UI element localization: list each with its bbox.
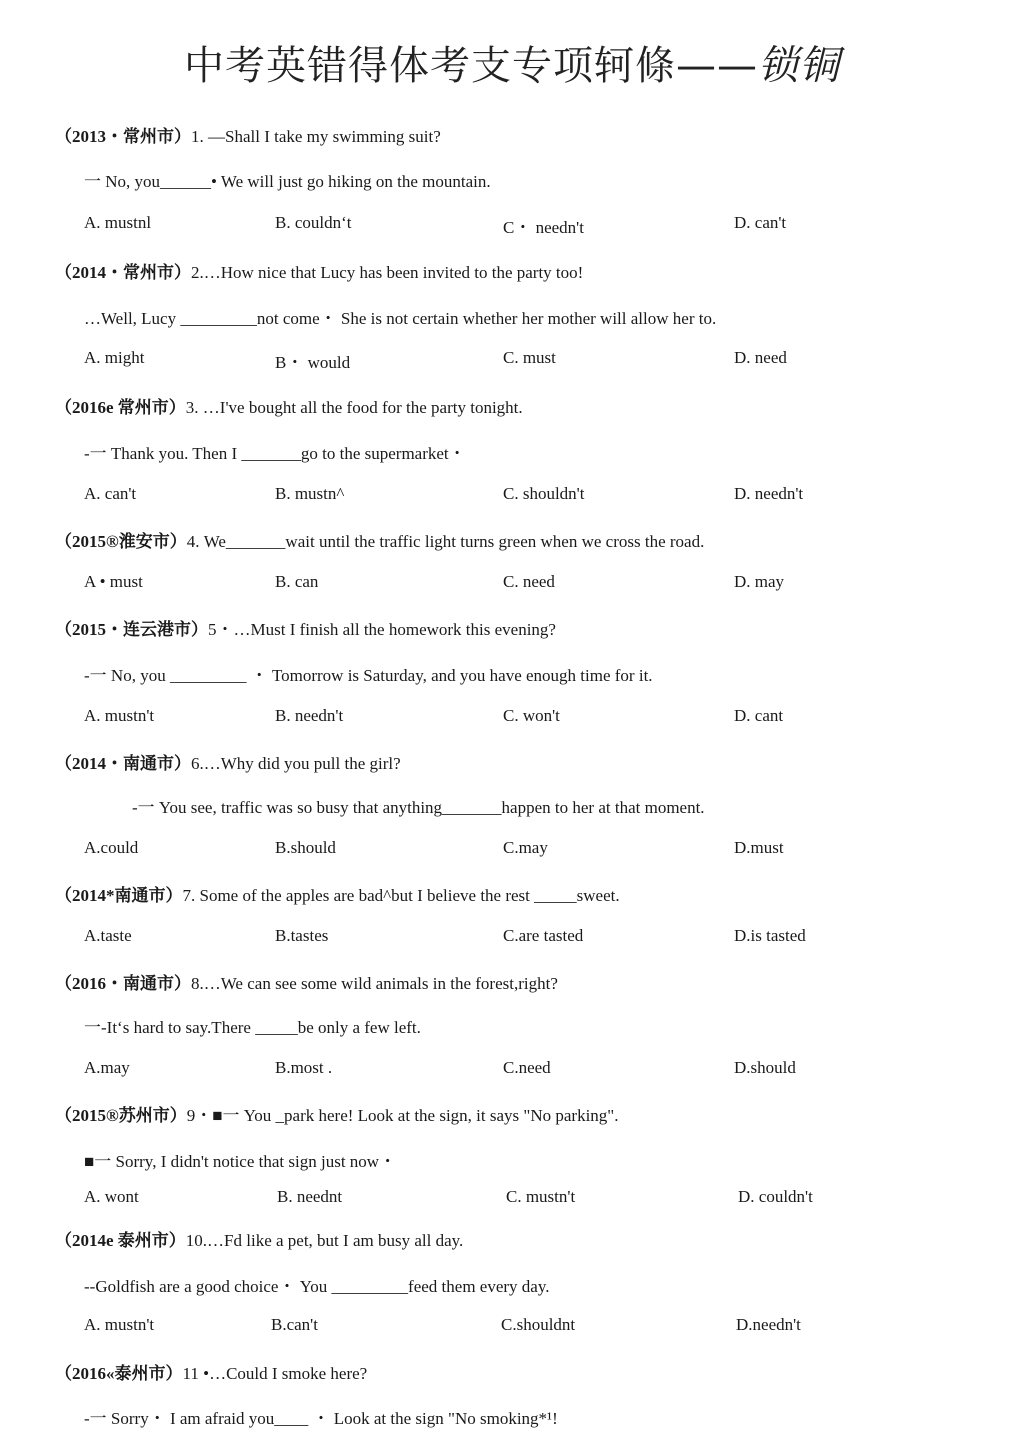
question-9-option-c: C. mustn't [506, 1187, 576, 1206]
question-10-option-b: B.can't [271, 1315, 318, 1334]
question-11-dialog: -一 Sorry・ I am afraid you____ ・ Look at the sign "No smoking*¹! [84, 1409, 558, 1428]
question-2-option-d: D. need [734, 348, 787, 367]
question-3-option-c: C. shouldn't [503, 484, 585, 503]
question-1-stem: （2013・常州市）1. —Shall I take my swimming suit? [55, 127, 441, 146]
question-6-option-d: D.must [734, 838, 784, 857]
question-6-dialog: -一 You see, traffic was so busy that anything_______happen to her at that moment. [132, 798, 705, 817]
question-3-option-b: B. mustn^ [275, 484, 345, 503]
question-7-option-d: D.is tasted [734, 926, 806, 945]
question-9-option-a: A. wont [84, 1187, 139, 1206]
question-6-option-c: C.may [503, 838, 548, 857]
question-10-option-d: D.needn't [736, 1315, 801, 1334]
question-4-option-d: D. may [734, 572, 785, 591]
question-10-stem: （2014e 泰州市）10.…Fd like a pet, but I am busy all day. [55, 1231, 464, 1250]
question-5-option-c: C. won't [503, 706, 560, 725]
question-1-dialog: 一 No, you______• We will just go hiking on the mountain. [84, 172, 491, 191]
question-8-dialog: 一-It‘s hard to say.There _____be only a few left. [84, 1018, 421, 1037]
question-8-option-b: B.most . [275, 1058, 333, 1077]
title-main: 中考英错得体考支专项轲條—— [184, 43, 758, 89]
question-5-option-b: B. needn't [275, 706, 344, 725]
question-10-option-c: C.shouldnt [501, 1315, 576, 1334]
question-1-option-c: C・ needn't [503, 218, 584, 237]
question-8-option-a: A.may [84, 1058, 130, 1077]
question-4-option-b: B. can [275, 572, 319, 591]
question-3-stem: （2016e 常州市）3. …I've bought all the food for the party tonight. [55, 398, 523, 417]
question-5-stem: （2015・连云港市）5・…Must I finish all the homework this evening? [55, 620, 556, 639]
question-10-option-a: A. mustn't [84, 1315, 155, 1334]
question-7-option-b: B.tastes [275, 926, 329, 945]
question-9-option-d: D. couldn't [738, 1187, 813, 1206]
question-8-stem: （2016・南通市）8.…We can see some wild animals in the forest,right? [55, 974, 558, 993]
question-6-stem: （2014・南通市）6.…Why did you pull the girl? [55, 754, 401, 773]
question-2-option-c: C. must [503, 348, 556, 367]
question-3-option-a: A. can't [84, 484, 137, 503]
question-4-option-a: A • must [84, 572, 143, 591]
page-title [0, 34, 1024, 91]
question-11-stem: （2016«泰州市）11 •…Could I smoke here? [55, 1364, 368, 1383]
question-5-option-a: A. mustn't [84, 706, 155, 725]
question-7-option-c: C.are tasted [503, 926, 584, 945]
question-5-dialog: -一 No, you _________ ・ Tomorrow is Saturday, and you have enough time for it. [84, 666, 653, 685]
question-2-option-b: B・ would [275, 353, 351, 372]
question-9-stem: （2015®苏州市）9・■一 You _park here! Look at the sign, it says "No parking". [55, 1106, 619, 1125]
question-9-dialog: ■一 Sorry, I didn't notice that sign just now・ [84, 1152, 397, 1171]
question-7-stem: （2014*南通市）7. Some of the apples are bad^but I believe the rest _____sweet. [55, 886, 620, 905]
question-4-option-c: C. need [503, 572, 555, 591]
question-7-option-a: A.taste [84, 926, 132, 945]
question-1-option-a: A. mustnl [84, 213, 152, 232]
question-3-dialog: -一 Thank you. Then I _______go to the supermarket・ [84, 444, 466, 463]
question-8-option-c: C.need [503, 1058, 551, 1077]
question-8-option-d: D.should [734, 1058, 796, 1077]
question-5-option-d: D. cant [734, 706, 784, 725]
question-1-option-b: B. couldn‘t [275, 213, 352, 232]
question-2-dialog: …Well, Lucy _________not come・ She is not certain whether her mother will allow her to. [84, 309, 717, 328]
question-10-dialog: --Goldfish are a good choice・ You _________feed them every day. [84, 1277, 550, 1296]
question-3-option-d: D. needn't [734, 484, 804, 503]
title-sub: 锁铜 [758, 43, 840, 89]
question-6-option-b: B.should [275, 838, 336, 857]
question-1-option-d: D. can't [734, 213, 787, 232]
question-2-option-a: A. might [84, 348, 145, 367]
question-2-stem: （2014・常州市）2.…How nice that Lucy has been invited to the party too! [55, 263, 584, 282]
question-9-option-b: B. neednt [277, 1187, 343, 1206]
question-4-stem: （2015®淮安市）4. We_______wait until the traffic light turns green when we cross the road. [55, 532, 705, 551]
question-6-option-a: A.could [84, 838, 139, 857]
